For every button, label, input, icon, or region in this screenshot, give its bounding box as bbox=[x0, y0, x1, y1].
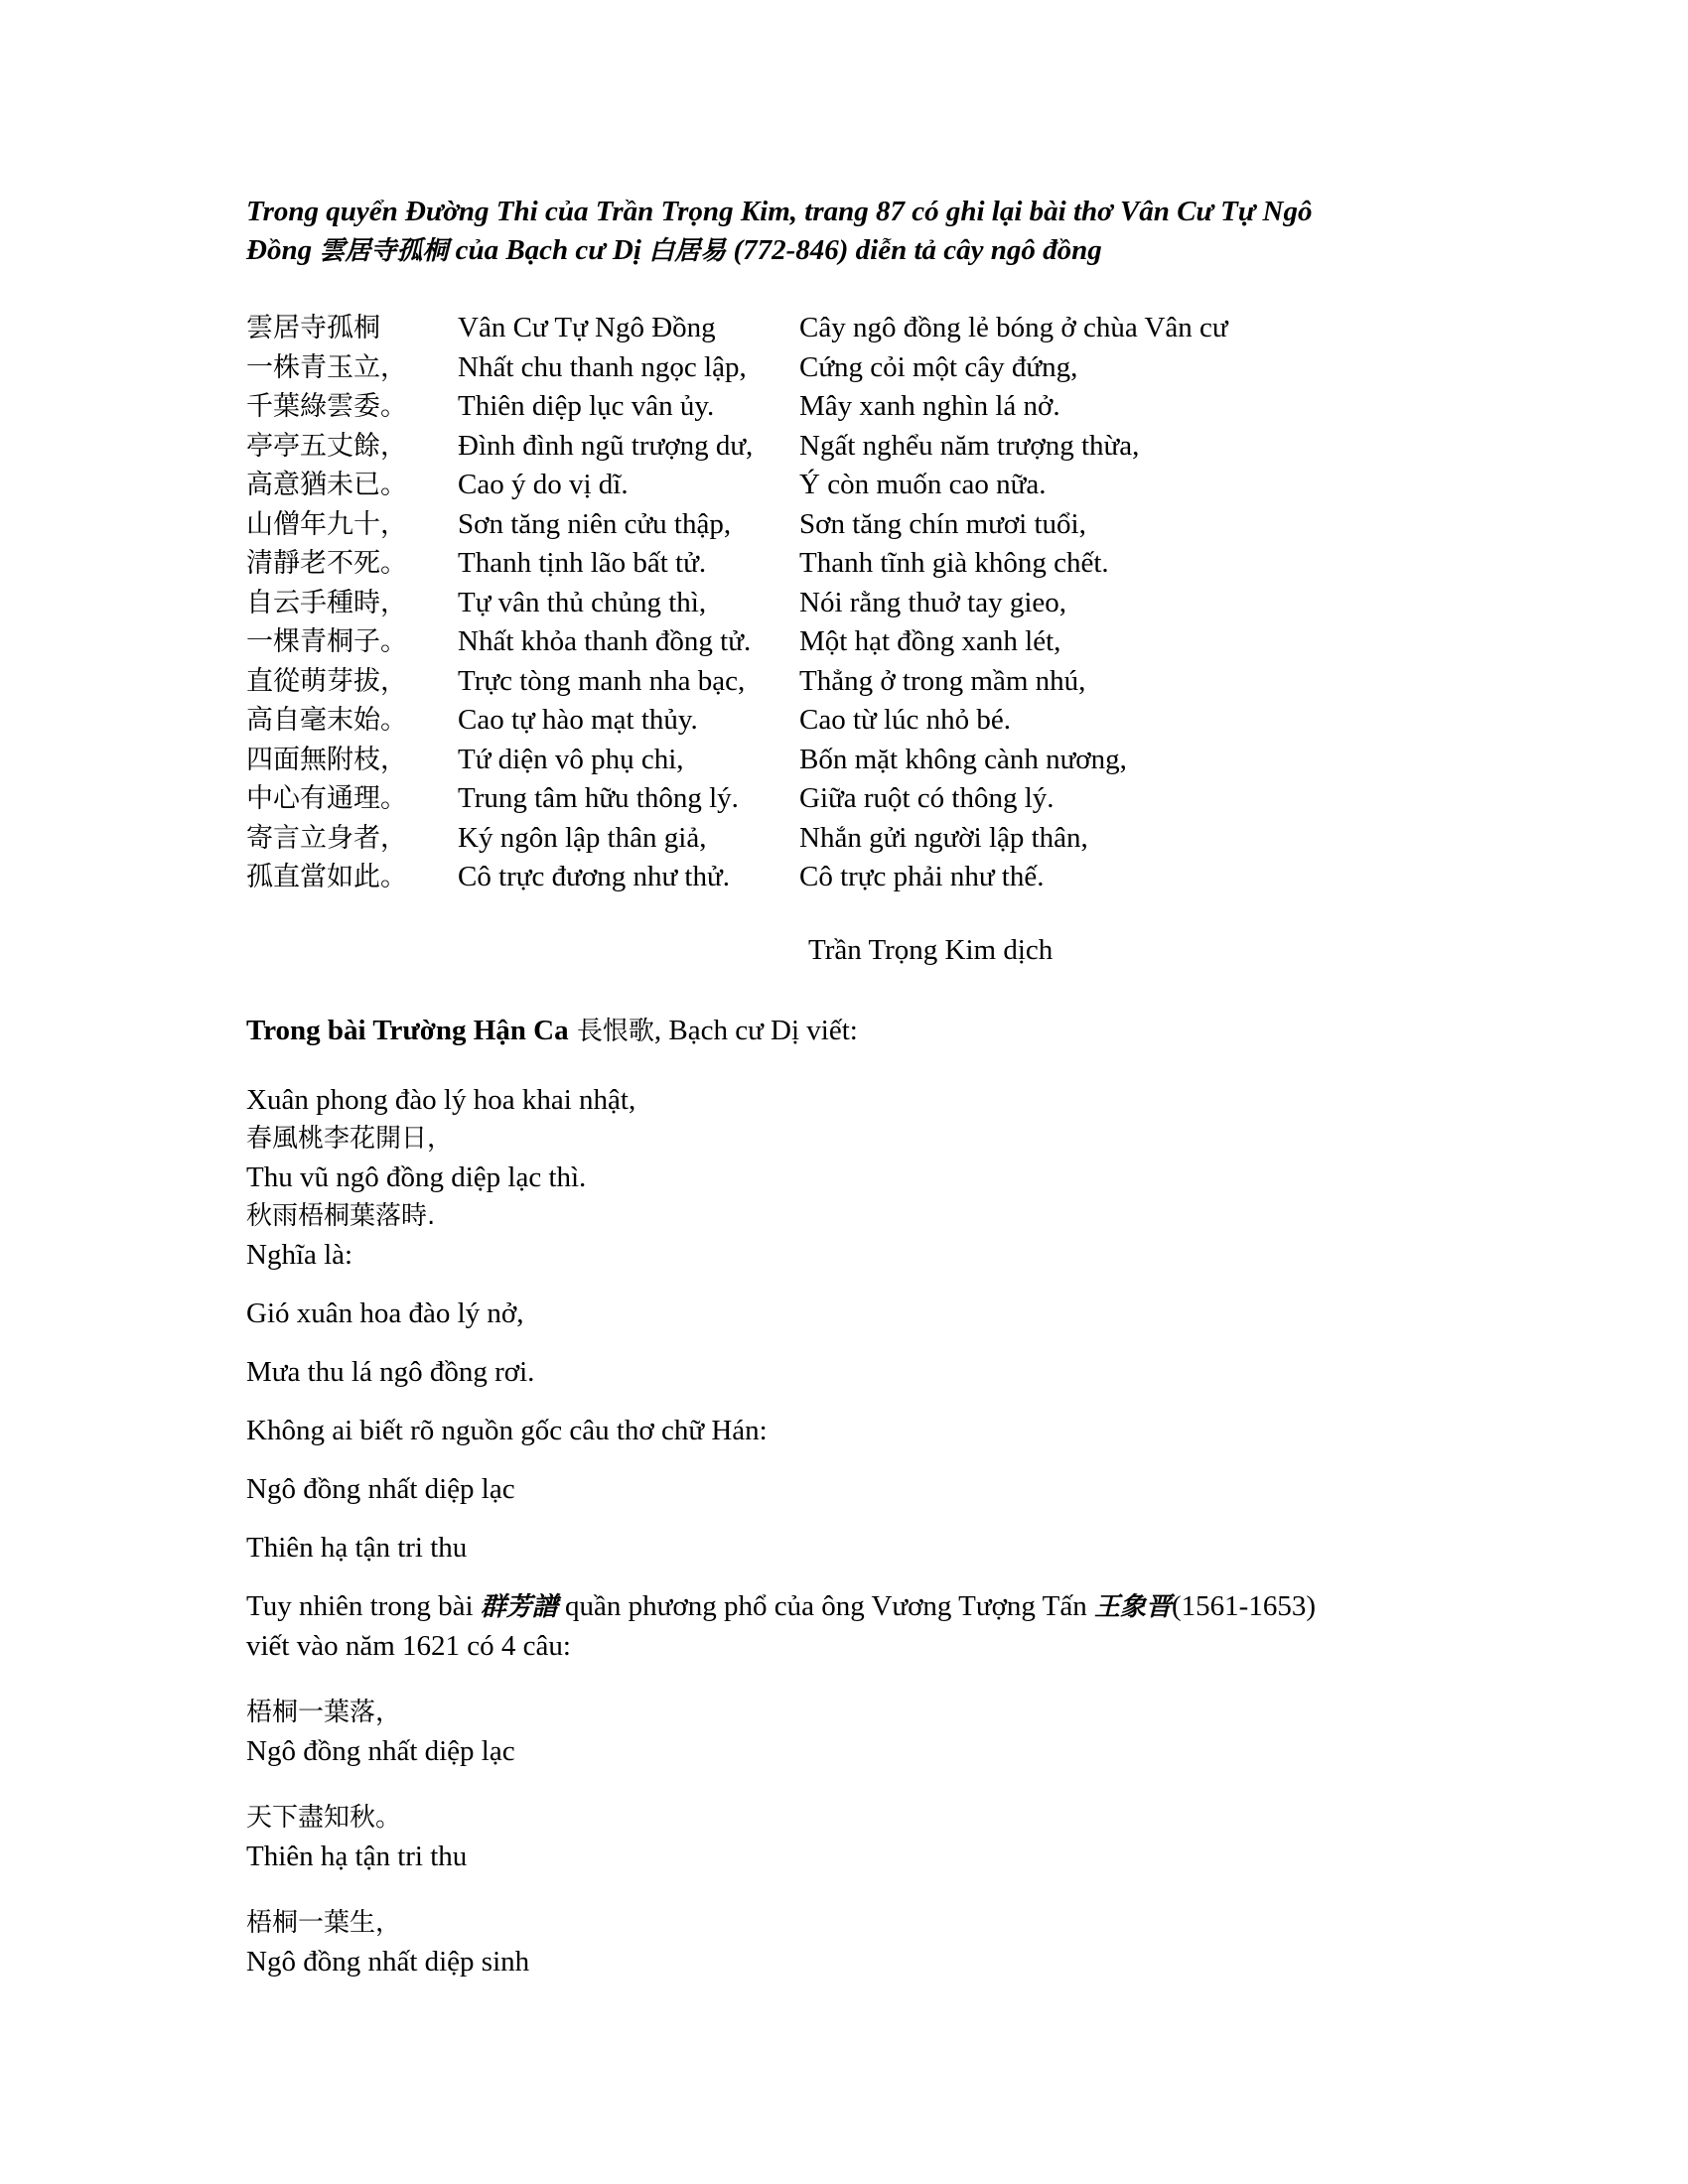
poem-han: 寄言立身者， bbox=[246, 822, 407, 854]
intro-han-title: 雲居寺孤桐 bbox=[319, 236, 449, 266]
poem-translation: Cứng cỏi một cây đứng, bbox=[799, 350, 1078, 383]
verse-line: Thu vũ ngô đồng diệp lạc thì. bbox=[246, 1160, 587, 1193]
poem-viet: Thiên diệp lục vân ủy. bbox=[458, 390, 715, 422]
poem-translation: Ngất nghểu năm trượng thừa, bbox=[799, 429, 1140, 462]
source-text-b: quần phương phổ của ông Vương Tượng Tấn bbox=[557, 1589, 1094, 1622]
poem-translation: Cô trực phải như thế. bbox=[799, 861, 1045, 892]
intro-han-author: 白居易 bbox=[648, 236, 727, 266]
poem-han: 高自毫末始。 bbox=[246, 705, 407, 736]
poem-row bbox=[246, 544, 1458, 584]
verse-block bbox=[246, 1081, 1458, 1275]
poem-viet: Cô trực đương như thử. bbox=[458, 861, 730, 892]
section-heading bbox=[246, 1012, 1458, 1051]
poem-translation: Cây ngô đồng lẻ bóng ở chùa Vân cư bbox=[799, 312, 1228, 343]
quote-han: 天下盡知秋。 bbox=[246, 1802, 402, 1833]
poem-translation: Mây xanh nghìn lá nở. bbox=[799, 390, 1060, 422]
poem-translation: Bốn mặt không cành nương, bbox=[799, 743, 1127, 775]
source-text-a: Tuy nhiên trong bài bbox=[246, 1589, 481, 1622]
poem-han: 高意猶未已。 bbox=[246, 470, 407, 500]
source-paragraph bbox=[246, 1587, 1458, 1666]
poem-translation: Ý còn muốn cao nữa. bbox=[799, 469, 1047, 500]
poem-row bbox=[246, 584, 1458, 623]
poem-row bbox=[246, 622, 1458, 662]
poem-han: 一棵青桐子。 bbox=[246, 626, 407, 657]
poem-viet: Thanh tịnh lão bất tử. bbox=[458, 547, 707, 579]
section-heading-bold: Trong bài Trường Hận Ca bbox=[246, 1014, 569, 1046]
poem-row bbox=[246, 741, 1458, 780]
source-han-author: 王象晋 bbox=[1094, 1591, 1173, 1622]
source-han-title: 群芳譜 bbox=[480, 1591, 558, 1622]
poem-viet: Tự vân thủ chủng thì, bbox=[458, 586, 707, 618]
source-text-d: viết vào năm 1621 có 4 câu: bbox=[246, 1629, 571, 1662]
poem-han: 清靜老不死。 bbox=[246, 548, 407, 579]
poem-han: 雲居寺孤桐 bbox=[246, 313, 380, 343]
poem-translation: Giữa ruột có thông lý. bbox=[799, 782, 1055, 814]
poem-row bbox=[246, 505, 1458, 545]
poem-han: 亭亭五丈餘， bbox=[246, 430, 407, 462]
poem-translation: Nói rằng thuở tay gieo, bbox=[799, 586, 1067, 618]
section-heading-han: 長恨歌 bbox=[568, 1016, 654, 1046]
poem-row bbox=[246, 348, 1458, 388]
quote-viet: Ngô đồng nhất diệp lạc bbox=[246, 1734, 515, 1767]
unknown-origin-text: Không ai biết rõ nguồn gốc câu thơ chữ Hán: bbox=[246, 1414, 768, 1446]
poem-row bbox=[246, 427, 1458, 467]
poem-viet: Trung tâm hữu thông lý. bbox=[458, 782, 739, 814]
poem-han: 中心有通理。 bbox=[246, 783, 407, 814]
intro-line-2c: (772-846) diễn tả cây ngô đồng bbox=[726, 234, 1102, 266]
poem-han: 山僧年九十， bbox=[246, 508, 407, 540]
translator-credit: Trần Trọng Kim dịch bbox=[808, 933, 1054, 966]
poem-translation: Nhắn gửi người lập thân, bbox=[799, 821, 1088, 854]
poem-viet: Đình đình ngũ trượng dư, bbox=[458, 429, 754, 462]
poem-viet: Ký ngôn lập thân giả, bbox=[458, 821, 707, 854]
quote-pair bbox=[246, 1694, 1458, 1771]
poem-viet: Vân Cư Tự Ngô Đồng bbox=[458, 312, 716, 343]
poem-translation: Một hạt đồng xanh lét, bbox=[799, 625, 1061, 657]
document-page bbox=[246, 193, 1458, 1981]
section-heading-rest: , Bạch cư Dị viết: bbox=[653, 1014, 858, 1046]
poem-han: 自云手種時， bbox=[246, 587, 407, 618]
poem-row bbox=[246, 858, 1458, 897]
poem-viet: Trực tòng manh nha bạc, bbox=[458, 664, 746, 697]
meaning-line: Mưa thu lá ngô đồng rơi. bbox=[246, 1355, 535, 1388]
quote-line: Thiên hạ tận tri thu bbox=[246, 1531, 468, 1564]
intro-line-2b: của Bạch cư Dị bbox=[448, 234, 649, 266]
poem-viet: Cao ý do vị dĩ. bbox=[458, 469, 629, 500]
intro-line-1: Trong quyển Đường Thi của Trần Trọng Kim, trang 87 có ghi lại bài thơ Vân Cư Tự Ngô bbox=[246, 196, 1313, 227]
quote-pair bbox=[246, 1799, 1458, 1876]
intro-paragraph bbox=[246, 193, 1458, 271]
verse-line: Xuân phong đào lý hoa khai nhật, bbox=[246, 1083, 636, 1116]
poem-row bbox=[246, 701, 1458, 741]
poem-viet: Nhất chu thanh ngọc lập, bbox=[458, 350, 747, 383]
poem-han: 四面無附枝， bbox=[246, 744, 407, 775]
poem-translation: Thanh tĩnh già không chết. bbox=[799, 547, 1109, 579]
poem-translation: Sơn tăng chín mươi tuổi, bbox=[799, 507, 1086, 540]
quote-han: 梧桐一葉生， bbox=[246, 1907, 402, 1938]
intro-line-2a: Đồng bbox=[246, 234, 320, 266]
quote-han: 梧桐一葉落， bbox=[246, 1697, 402, 1727]
poem-translation: Cao từ lúc nhỏ bé. bbox=[799, 704, 1012, 736]
poem-table bbox=[246, 309, 1458, 897]
poem-han: 孤直當如此。 bbox=[246, 862, 407, 892]
poem-viet: Tứ diện vô phụ chi, bbox=[458, 743, 684, 775]
poem-viet: Sơn tăng niên cửu thập, bbox=[458, 507, 732, 540]
poem-viet: Cao tự hào mạt thủy. bbox=[458, 704, 698, 736]
poem-han: 直從萌芽拔， bbox=[246, 665, 407, 697]
quote-pair bbox=[246, 1904, 1458, 1981]
poem-row bbox=[246, 819, 1458, 859]
poem-row bbox=[246, 309, 1458, 348]
quote-viet: Thiên hạ tận tri thu bbox=[246, 1840, 468, 1872]
source-text-c: (1561-1653) bbox=[1172, 1589, 1316, 1622]
poem-han: 千葉綠雲委。 bbox=[246, 391, 407, 422]
meaning-line: Gió xuân hoa đào lý nở, bbox=[246, 1297, 524, 1329]
poem-han: 一株青玉立， bbox=[246, 351, 407, 383]
poem-translation: Thẳng ở trong mầm nhú, bbox=[799, 664, 1086, 697]
poem-row bbox=[246, 466, 1458, 505]
poem-row bbox=[246, 662, 1458, 702]
quote-viet: Ngô đồng nhất diệp sinh bbox=[246, 1945, 530, 1978]
verse-han-line: 春風桃李花開日， bbox=[246, 1123, 454, 1154]
verse-han-line: 秋雨梧桐葉落時. bbox=[246, 1200, 436, 1231]
verse-meaning-label: Nghĩa là: bbox=[246, 1238, 353, 1271]
quote-line: Ngô đồng nhất diệp lạc bbox=[246, 1472, 515, 1505]
poem-row bbox=[246, 387, 1458, 427]
poem-viet: Nhất khỏa thanh đồng tử. bbox=[458, 625, 752, 657]
poem-row bbox=[246, 779, 1458, 819]
